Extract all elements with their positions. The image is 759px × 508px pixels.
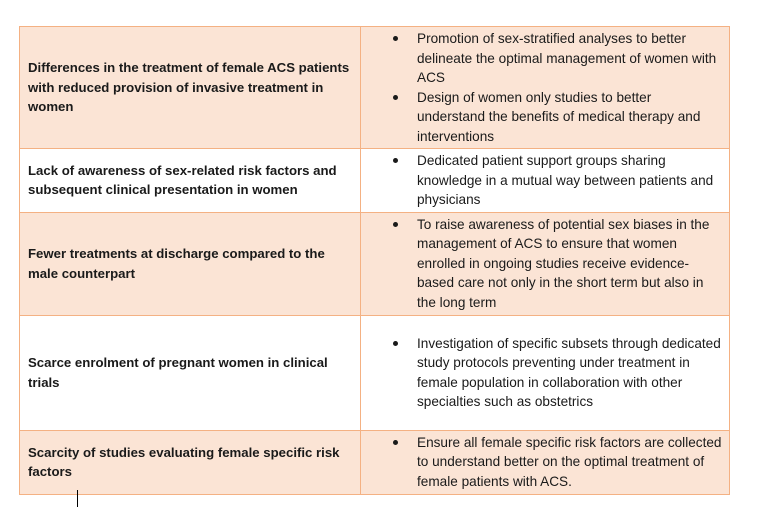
action-text: Dedicated patient support groups sharing knowledge in a mutual way between patients and physicians bbox=[417, 153, 714, 207]
action-text: Promotion of sex-stratified analyses to better delineate the optimal management of women with ACS bbox=[417, 31, 717, 85]
action-cell bbox=[361, 149, 730, 213]
issue-cell bbox=[20, 149, 361, 213]
list-item bbox=[361, 29, 723, 88]
list-item bbox=[361, 215, 723, 313]
list-item bbox=[361, 334, 723, 412]
issue-cell bbox=[20, 430, 361, 494]
bullet-icon bbox=[393, 36, 398, 41]
list-item bbox=[361, 151, 723, 210]
table-row bbox=[20, 315, 730, 430]
action-text: Ensure all female specific risk factors are collected to understand better on the optimal treatment of female patients with ACS. bbox=[417, 434, 722, 489]
issue-text: Fewer treatments at discharge compared to the male counterpart bbox=[28, 246, 325, 281]
issue-cell bbox=[20, 212, 361, 315]
issue-text: Scarcity of studies evaluating female specific risk factors bbox=[28, 444, 340, 479]
issue-cell bbox=[20, 315, 361, 430]
bullet-icon bbox=[393, 222, 398, 227]
table-row bbox=[20, 27, 730, 149]
recommendations-table bbox=[19, 26, 730, 495]
action-cell bbox=[361, 212, 730, 315]
bullet-icon bbox=[393, 341, 398, 346]
issue-text: Differences in the treatment of female ACS patients with reduced provision of invasive treatment in women bbox=[28, 60, 350, 115]
action-list bbox=[361, 334, 723, 412]
action-list bbox=[361, 215, 723, 313]
text-cursor bbox=[77, 490, 78, 507]
list-item bbox=[361, 88, 723, 147]
action-cell bbox=[361, 27, 730, 149]
table-row bbox=[20, 212, 730, 315]
action-list bbox=[361, 29, 723, 146]
table-row bbox=[20, 149, 730, 213]
bullet-icon bbox=[393, 158, 398, 163]
issue-text: Lack of awareness of sex-related risk factors and subsequent clinical presentation in women bbox=[28, 162, 337, 198]
action-text: Design of women only studies to better understand the benefits of medical therapy and interventions bbox=[417, 89, 701, 144]
action-list bbox=[361, 151, 723, 210]
table-row bbox=[20, 430, 730, 494]
action-text: Investigation of specific subsets through dedicated study protocols preventing under treatment in female population in collaboration with other specialties such as obstetrics bbox=[417, 335, 721, 409]
action-cell bbox=[361, 315, 730, 430]
issue-text: Scarce enrolment of pregnant women in clinical trials bbox=[28, 355, 328, 390]
action-text: To raise awareness of potential sex biases in the management of ACS to ensure that women enrolled in ongoing studies receive evidence-based care not only in the short term but also in the long term bbox=[417, 216, 710, 310]
bullet-icon bbox=[393, 440, 398, 445]
issue-cell bbox=[20, 27, 361, 149]
action-cell bbox=[361, 430, 730, 494]
bullet-icon bbox=[393, 95, 398, 100]
action-list bbox=[361, 433, 723, 492]
list-item bbox=[361, 433, 723, 492]
